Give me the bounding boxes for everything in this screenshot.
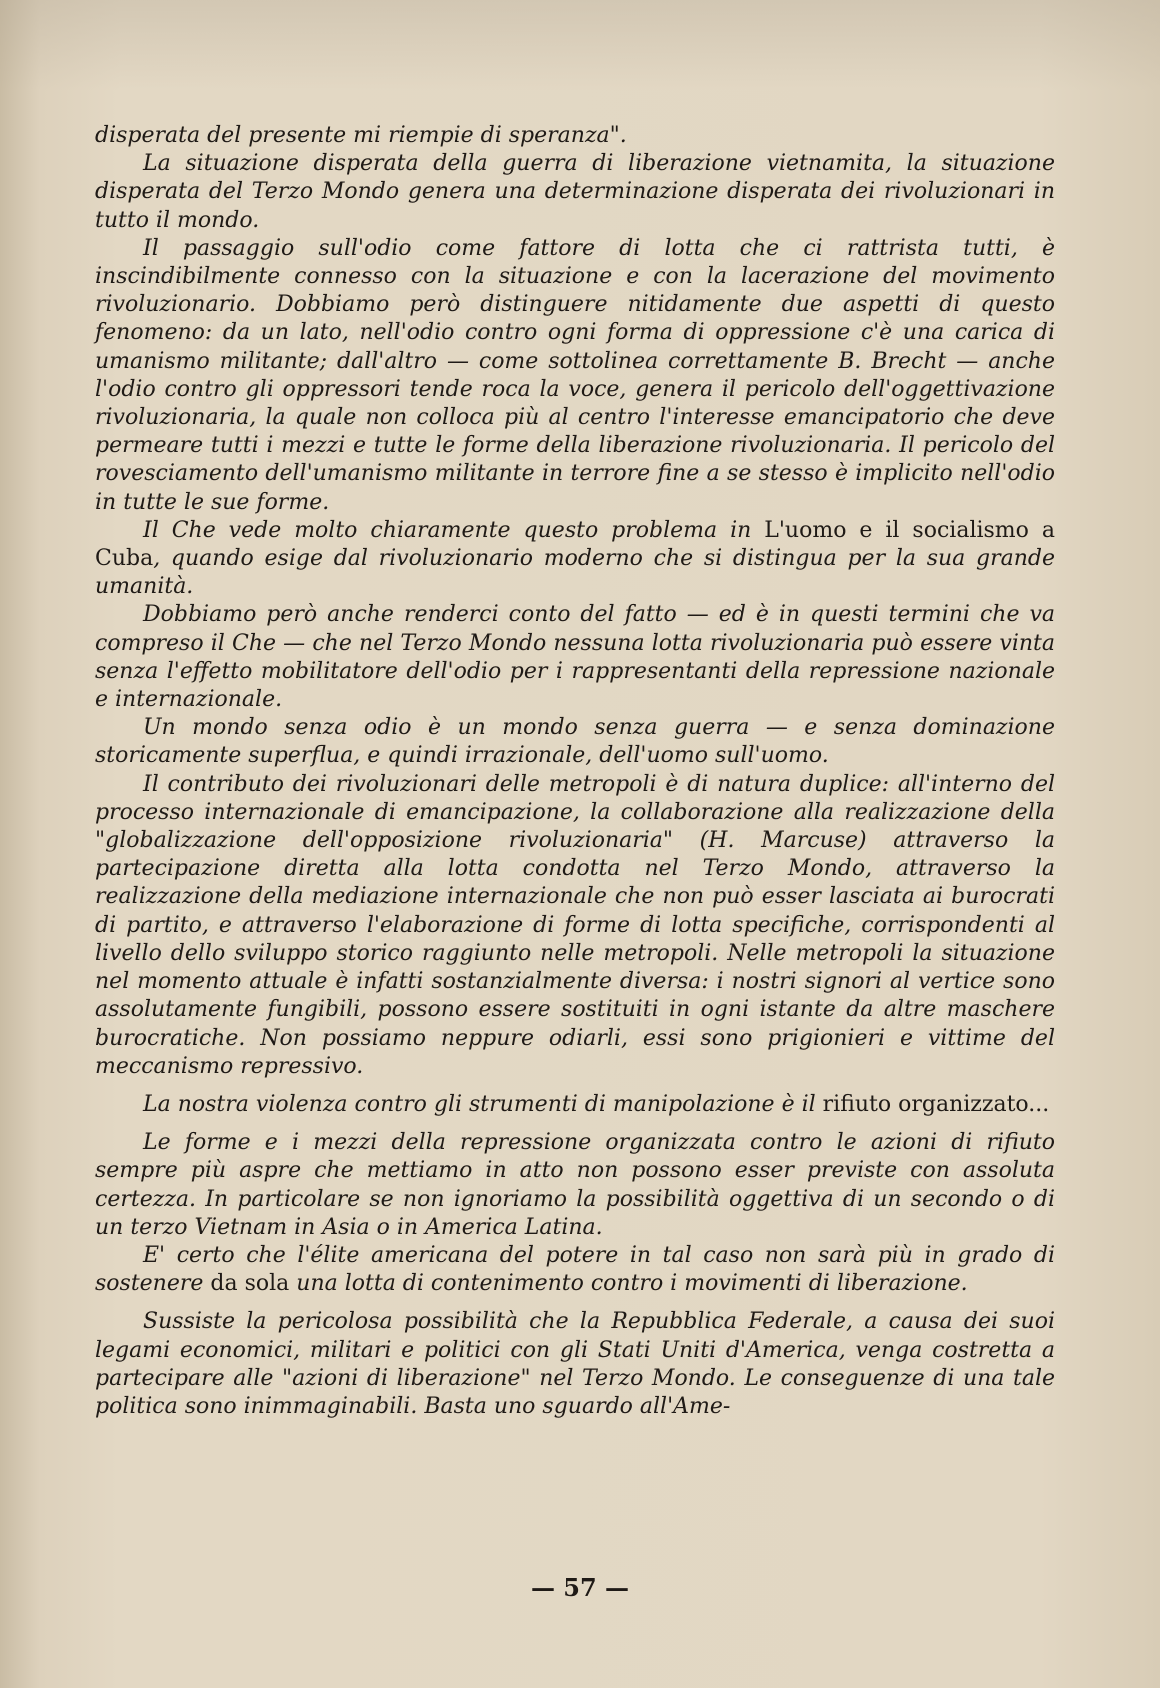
paragraph-refusal-after: ... <box>1028 1091 1050 1117</box>
paragraph-third-world: Dobbiamo però anche renderci conto del fatto — ed è in questi termini che va compreso il Che — che nel Terzo Mondo nessuna lotta rivoluzionaria può essere vinta senza l'effetto mobilitatore dell'odio per i rappresentanti della repressione nazionale e internazionale. <box>95 602 1055 713</box>
paragraph-repression: Le forme e i mezzi della repressione organizzata contro le azioni di rifiuto sempre più aspre che mettiamo in atto non possono esser previste con assoluta certezza. In particolare se non ignoriamo la possibilità oggettiva di un secondo o di un terzo Vietnam in Asia o in America Latina. <box>95 1130 1055 1240</box>
paragraph-hatred: Il passaggio sull'odio come fattore di lotta che ci rattrista tutti, è inscindibilmente connesso con la situazione e con la lacerazione del movimento rivoluzionario. Dobbiamo però distinguere nitidamente due aspetti di questo fenomeno: da un lato, nell'odio contro ogni forma di oppressione c'è una carica di umanismo militante; dall'altro — come sottolinea correttamente B. Brecht — anche l'odio contro gli oppressori tende roca la voce, genera il pericolo dell'oggettivazione rivoluzionaria, la quale non colloca più al centro l'interesse emancipatorio che deve permeare tutti i mezzi e tutte le forme della liberazione rivoluzionaria. Il pericolo del rovesciamento dell'umanismo militante in terrore fine a se stesso è implicito nell'odio in tutte le sue forme. <box>95 235 1055 515</box>
emphasis-refusal: rifiuto organizzato <box>822 1091 1029 1117</box>
paragraph-che-after: , quando esige dal rivoluzionario moderno che si distingua per la sua grande umanità. <box>95 546 1055 600</box>
paragraph-refusal-before: La nostra violenza contro gli strumenti di manipolazione è il <box>143 1091 823 1117</box>
paragraph-elite-after: una lotta di contenimento contro i movimenti di liberazione. <box>289 1271 968 1297</box>
page-number: — 57 — <box>530 1573 630 1602</box>
paragraph-elite <box>95 1242 1055 1298</box>
paragraph-che <box>95 517 1055 602</box>
paragraph-metropolis: Il contributo dei rivoluzionari delle metropoli è di natura duplice: all'interno del processo internazionale di emancipazione, la collaborazione alla realizzazione della "globalizzazione dell'opposizione rivoluzionaria" (H. Marcuse) attraverso la partecipazione diretta alla lotta condotta nel Terzo Mondo, attraverso la realizzazione della mediazione internazionale che non può esser lasciata ai burocrati di partito, e attraverso l'elaborazione di forme di lotta specifiche, corrispondenti al livello dello sviluppo storico raggiunto nelle metropoli. Nelle metropoli la situazione nel momento attuale è infatti sostanzialmente diversa: i nostri signori al vertice sono assolutamente fungibili, possono essere sostituiti in ogni istante da altre maschere burocratiche. Non possiamo neppure odiarli, essi sono prigionieri e vittime del meccanismo repressivo. <box>95 771 1055 1079</box>
book-title: L'uomo e il socialismo a Cuba <box>95 517 1055 572</box>
emphasis-alone: da sola <box>210 1271 290 1297</box>
paragraph-federal-republic: Sussiste la pericolosa possibilità che la Repubblica Federale, a causa dei suoi legami economici, militari e politici con gli Stati Uniti d'America, venga costretta a partecipare alle "azioni di liberazione" nel Terzo Mondo. Le conseguenze di una tale politica sono inimmaginabili. Basta uno sguardo all'Ame- <box>95 1309 1055 1419</box>
paragraph-continuation: disperata del presente mi riempie di speranza". <box>95 123 627 148</box>
paragraph-world-without-hate: Un mondo senza odio è un mondo senza guerra — e senza dominazione storicamente superflua, e quindi irrazionale, dell'uomo sull'uomo. <box>95 715 1055 769</box>
paragraph-elite-before: E' certo che l'élite americana del potere in tal caso non sarà più in grado di sostenere <box>95 1242 1055 1297</box>
body-text <box>95 122 1055 1421</box>
paragraph-che-before: Il Che vede molto chiaramente questo problema in <box>143 517 765 543</box>
paragraph-refusal <box>95 1091 1055 1119</box>
paragraph-vietnam: La situazione disperata della guerra di liberazione vietnamita, la situazione disperata del Terzo Mondo genera una determinazione disperata dei rivoluzionari in tutto il mondo. <box>95 151 1055 233</box>
